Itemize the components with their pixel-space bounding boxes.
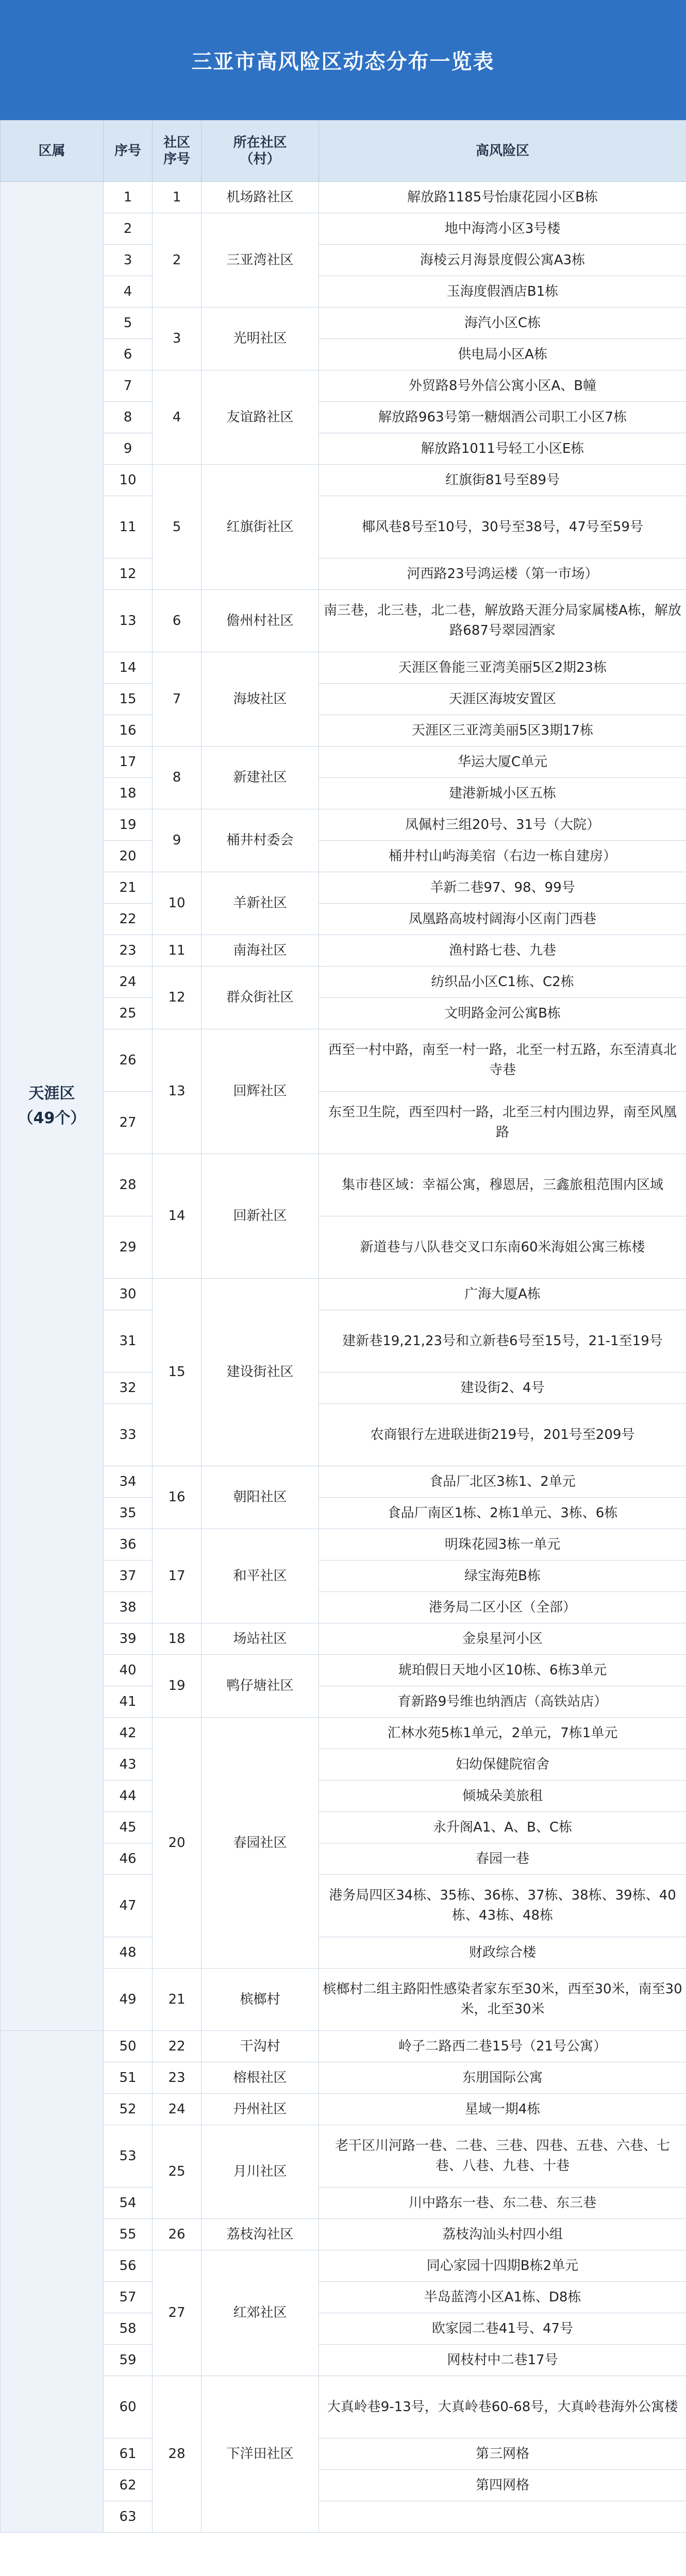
seq-cell: 59 bbox=[104, 2345, 153, 2376]
risk-area-cell: 地中海湾小区3号楼 bbox=[319, 213, 686, 245]
community-name-cell: 干沟村 bbox=[202, 2031, 319, 2062]
community-name-cell: 榕根社区 bbox=[202, 2062, 319, 2094]
risk-area-cell: 解放路1185号怡康花园小区B栋 bbox=[319, 182, 686, 213]
seq-cell: 27 bbox=[104, 1092, 153, 1154]
seq-cell: 39 bbox=[104, 1623, 153, 1655]
table-row bbox=[1, 182, 686, 213]
risk-area-cell: 凤凰路高坡村阔海小区南门西巷 bbox=[319, 904, 686, 935]
seq-cell: 36 bbox=[104, 1529, 153, 1561]
risk-area-cell: 欧家园二巷41号、47号 bbox=[319, 2313, 686, 2345]
seq-cell: 3 bbox=[104, 245, 153, 276]
table-row bbox=[1, 1718, 686, 1749]
community-name-cell: 新建社区 bbox=[202, 747, 319, 809]
risk-area-cell: 广海大厦A栋 bbox=[319, 1279, 686, 1310]
community-name-cell: 光明社区 bbox=[202, 308, 319, 370]
risk-area-cell: 解放路963号第一糖烟酒公司职工小区7栋 bbox=[319, 402, 686, 433]
community-seq-cell: 18 bbox=[153, 1623, 202, 1655]
community-name-cell: 群众街社区 bbox=[202, 967, 319, 1029]
risk-area-cell: 倾城朵美旅租 bbox=[319, 1781, 686, 1812]
community-name-cell: 回辉社区 bbox=[202, 1029, 319, 1154]
community-name-cell: 月川社区 bbox=[202, 2125, 319, 2219]
community-seq-cell: 16 bbox=[153, 1466, 202, 1529]
seq-cell: 28 bbox=[104, 1154, 153, 1216]
table-row bbox=[1, 2376, 686, 2438]
risk-area-cell: 港务局二区小区（全部） bbox=[319, 1592, 686, 1623]
seq-cell: 32 bbox=[104, 1372, 153, 1404]
table-row bbox=[1, 2188, 686, 2219]
seq-cell: 11 bbox=[104, 496, 153, 558]
risk-area-cell: 东朋国际公寓 bbox=[319, 2062, 686, 2094]
community-seq-cell: 10 bbox=[153, 872, 202, 935]
table-row bbox=[1, 1875, 686, 1937]
risk-area-cell: 港务局四区34栋、35栋、36栋、37栋、38栋、39栋、40栋、43栋、48栋 bbox=[319, 1875, 686, 1937]
risk-area-cell: 育新路9号维也纳酒店（高铁站店） bbox=[319, 1686, 686, 1718]
community-name-cell: 鸭仔塘社区 bbox=[202, 1655, 319, 1718]
community-name-cell: 建设街社区 bbox=[202, 1279, 319, 1466]
district-name: 天涯区 bbox=[28, 1084, 75, 1103]
header-area: 高风险区 bbox=[319, 121, 686, 182]
community-seq-cell: 9 bbox=[153, 809, 202, 872]
community-seq-cell: 6 bbox=[153, 590, 202, 652]
risk-area-cell: 荔枝沟汕头村四小组 bbox=[319, 2219, 686, 2250]
table-row bbox=[1, 308, 686, 339]
table-row bbox=[1, 2470, 686, 2501]
seq-cell: 60 bbox=[104, 2376, 153, 2438]
seq-cell: 2 bbox=[104, 213, 153, 245]
seq-cell: 16 bbox=[104, 715, 153, 747]
seq-cell: 26 bbox=[104, 1029, 153, 1092]
table-row bbox=[1, 213, 686, 245]
header-comm-seq: 社区 序号 bbox=[153, 121, 202, 182]
seq-cell: 29 bbox=[104, 1216, 153, 1279]
community-name-cell: 红旗街社区 bbox=[202, 465, 319, 590]
seq-cell: 44 bbox=[104, 1781, 153, 1812]
seq-cell: 25 bbox=[104, 998, 153, 1029]
seq-cell: 8 bbox=[104, 402, 153, 433]
page-title: 三亚市高风险区动态分布一览表 bbox=[191, 50, 495, 74]
table-row bbox=[1, 2438, 686, 2470]
community-seq-cell: 23 bbox=[153, 2062, 202, 2094]
community-seq-cell: 26 bbox=[153, 2219, 202, 2250]
table-row bbox=[1, 1686, 686, 1718]
seq-cell: 19 bbox=[104, 809, 153, 841]
seq-cell: 42 bbox=[104, 1718, 153, 1749]
seq-cell: 37 bbox=[104, 1561, 153, 1592]
seq-cell: 10 bbox=[104, 465, 153, 496]
table-row bbox=[1, 558, 686, 590]
seq-cell: 20 bbox=[104, 841, 153, 872]
table-row bbox=[1, 1466, 686, 1498]
table-row bbox=[1, 2501, 686, 2533]
seq-cell: 58 bbox=[104, 2313, 153, 2345]
table-row bbox=[1, 2031, 686, 2062]
risk-area-cell: 新道巷与八队巷交叉口东南60米海姐公寓三栋楼 bbox=[319, 1216, 686, 1279]
header-district: 区属 bbox=[1, 121, 104, 182]
risk-area-cell: 建新巷19,21,23号和立新巷6号至15号，21-1至19号 bbox=[319, 1310, 686, 1372]
risk-area-cell: 农商银行左进联进街219号，201号至209号 bbox=[319, 1404, 686, 1466]
seq-cell: 52 bbox=[104, 2094, 153, 2125]
risk-area-cell: 财政综合楼 bbox=[319, 1937, 686, 1969]
seq-cell: 45 bbox=[104, 1812, 153, 1843]
table-row bbox=[1, 1623, 686, 1655]
seq-cell: 51 bbox=[104, 2062, 153, 2094]
community-name-cell: 下洋田社区 bbox=[202, 2376, 319, 2533]
seq-cell: 14 bbox=[104, 652, 153, 684]
risk-area-cell: 建设街2、4号 bbox=[319, 1372, 686, 1404]
risk-area-cell: 渔村路七巷、九巷 bbox=[319, 935, 686, 967]
community-seq-cell: 12 bbox=[153, 967, 202, 1029]
community-name-cell: 丹州社区 bbox=[202, 2094, 319, 2125]
table-row bbox=[1, 1029, 686, 1092]
district-count: （49个） bbox=[18, 1109, 86, 1127]
table-row bbox=[1, 1843, 686, 1875]
risk-area-cell: 海棱云月海景度假公寓A3栋 bbox=[319, 245, 686, 276]
community-seq-cell: 27 bbox=[153, 2250, 202, 2376]
seq-cell: 15 bbox=[104, 684, 153, 715]
risk-area-cell: 明珠花园3栋一单元 bbox=[319, 1529, 686, 1561]
seq-cell: 35 bbox=[104, 1498, 153, 1529]
community-name-cell: 三亚湾社区 bbox=[202, 213, 319, 308]
table-row bbox=[1, 1561, 686, 1592]
risk-area-cell: 河西路23号鸿运楼（第一市场） bbox=[319, 558, 686, 590]
risk-area-cell: 川中路东一巷、东二巷、东三巷 bbox=[319, 2188, 686, 2219]
seq-cell: 13 bbox=[104, 590, 153, 652]
risk-area-cell: 海汽小区C栋 bbox=[319, 308, 686, 339]
community-seq-cell: 17 bbox=[153, 1529, 202, 1623]
table-row bbox=[1, 967, 686, 998]
district-cell bbox=[1, 2031, 104, 2533]
seq-cell: 63 bbox=[104, 2501, 153, 2533]
community-name-cell: 友谊路社区 bbox=[202, 370, 319, 465]
risk-area-cell: 同心家园十四期B栋2单元 bbox=[319, 2250, 686, 2282]
risk-area-cell: 汇林水苑5栋1单元，2单元，7栋1单元 bbox=[319, 1718, 686, 1749]
risk-area-cell: 妇幼保健院宿舍 bbox=[319, 1749, 686, 1781]
table-row bbox=[1, 1812, 686, 1843]
risk-area-cell: 网枝村中二巷17号 bbox=[319, 2345, 686, 2376]
risk-area-cell: 华运大厦C单元 bbox=[319, 747, 686, 778]
risk-area-cell: 星域一期4栋 bbox=[319, 2094, 686, 2125]
seq-cell: 41 bbox=[104, 1686, 153, 1718]
risk-area-cell: 红旗街81号至89号 bbox=[319, 465, 686, 496]
table-row bbox=[1, 2219, 686, 2250]
community-seq-cell: 20 bbox=[153, 1718, 202, 1969]
table-row bbox=[1, 2094, 686, 2125]
risk-area-cell: 纺织品小区C1栋、C2栋 bbox=[319, 967, 686, 998]
table-row bbox=[1, 841, 686, 872]
risk-area-cell: 凤佩村三组20号、31号（大院） bbox=[319, 809, 686, 841]
risk-area-cell: 第三网格 bbox=[319, 2438, 686, 2470]
community-name-cell: 场站社区 bbox=[202, 1623, 319, 1655]
table-row bbox=[1, 1655, 686, 1686]
risk-area-cell: 椰风巷8号至10号，30号至38号，47号至59号 bbox=[319, 496, 686, 558]
seq-cell: 30 bbox=[104, 1279, 153, 1310]
community-seq-cell: 3 bbox=[153, 308, 202, 370]
community-name-cell: 朝阳社区 bbox=[202, 1466, 319, 1529]
community-seq-cell: 7 bbox=[153, 652, 202, 747]
seq-cell: 23 bbox=[104, 935, 153, 967]
table-row bbox=[1, 715, 686, 747]
seq-cell: 6 bbox=[104, 339, 153, 370]
table-row bbox=[1, 1154, 686, 1216]
community-name-cell: 南海社区 bbox=[202, 935, 319, 967]
risk-area-cell: 西至一村中路，南至一村一路，北至一村五路，东至清真北寺巷 bbox=[319, 1029, 686, 1092]
table-row bbox=[1, 652, 686, 684]
table-row bbox=[1, 433, 686, 465]
table-row bbox=[1, 1592, 686, 1623]
risk-area-cell: 金泉星河小区 bbox=[319, 1623, 686, 1655]
seq-cell: 18 bbox=[104, 778, 153, 809]
table-row bbox=[1, 2345, 686, 2376]
community-name-cell: 机场路社区 bbox=[202, 182, 319, 213]
community-seq-cell: 15 bbox=[153, 1279, 202, 1466]
table-row bbox=[1, 276, 686, 308]
community-seq-cell: 19 bbox=[153, 1655, 202, 1718]
table-row bbox=[1, 1404, 686, 1466]
table-row bbox=[1, 2250, 686, 2282]
community-name-cell: 海坡社区 bbox=[202, 652, 319, 747]
table-row bbox=[1, 402, 686, 433]
table-row bbox=[1, 809, 686, 841]
seq-cell: 7 bbox=[104, 370, 153, 402]
community-name-cell: 儋州村社区 bbox=[202, 590, 319, 652]
table-row bbox=[1, 998, 686, 1029]
risk-area-cell: 南三巷，北三巷，北二巷，解放路天涯分局家属楼A栋，解放路687号翠园酒家 bbox=[319, 590, 686, 652]
community-name-cell: 荔枝沟社区 bbox=[202, 2219, 319, 2250]
table-row bbox=[1, 1529, 686, 1561]
community-seq-cell: 11 bbox=[153, 935, 202, 967]
seq-cell: 57 bbox=[104, 2282, 153, 2313]
table-row bbox=[1, 245, 686, 276]
risk-area-cell: 食品厂北区3栋1、2单元 bbox=[319, 1466, 686, 1498]
seq-cell: 47 bbox=[104, 1875, 153, 1937]
risk-area-cell: 文明路金河公寓B栋 bbox=[319, 998, 686, 1029]
risk-area-cell: 天涯区鲁能三亚湾美丽5区2期23栋 bbox=[319, 652, 686, 684]
table-row bbox=[1, 935, 686, 967]
table-body bbox=[1, 182, 686, 2533]
page-header bbox=[0, 0, 686, 120]
seq-cell: 24 bbox=[104, 967, 153, 998]
table-row bbox=[1, 370, 686, 402]
table-row bbox=[1, 1216, 686, 1279]
table-row bbox=[1, 1498, 686, 1529]
table-row bbox=[1, 1372, 686, 1404]
risk-area-cell: 槟榔村二组主路阳性感染者家东至30米，西至30米，南至30米，北至30米 bbox=[319, 1969, 686, 2031]
table-row bbox=[1, 1749, 686, 1781]
community-seq-cell: 2 bbox=[153, 213, 202, 308]
community-name-cell: 春园社区 bbox=[202, 1718, 319, 1969]
table-row bbox=[1, 590, 686, 652]
table-row bbox=[1, 904, 686, 935]
table-row bbox=[1, 1279, 686, 1310]
seq-cell: 21 bbox=[104, 872, 153, 904]
risk-area-cell: 半岛蓝湾小区A1栋、D8栋 bbox=[319, 2282, 686, 2313]
seq-cell: 50 bbox=[104, 2031, 153, 2062]
community-name-cell: 槟榔村 bbox=[202, 1969, 319, 2031]
table-row bbox=[1, 496, 686, 558]
table-row bbox=[1, 1937, 686, 1969]
seq-cell: 55 bbox=[104, 2219, 153, 2250]
table-header-row bbox=[1, 121, 686, 182]
seq-cell: 9 bbox=[104, 433, 153, 465]
table-row bbox=[1, 2062, 686, 2094]
table-row bbox=[1, 747, 686, 778]
seq-cell: 4 bbox=[104, 276, 153, 308]
seq-cell: 1 bbox=[104, 182, 153, 213]
risk-area-cell: 食品厂南区1栋、2栋1单元、3栋、6栋 bbox=[319, 1498, 686, 1529]
risk-area-cell: 天涯区海坡安置区 bbox=[319, 684, 686, 715]
seq-cell: 62 bbox=[104, 2470, 153, 2501]
risk-area-cell: 第四网格 bbox=[319, 2470, 686, 2501]
seq-cell: 5 bbox=[104, 308, 153, 339]
community-seq-cell: 4 bbox=[153, 370, 202, 465]
seq-cell: 17 bbox=[104, 747, 153, 778]
header-seq: 序号 bbox=[104, 121, 153, 182]
header-community: 所在社区 （村） bbox=[202, 121, 319, 182]
risk-area-table bbox=[0, 120, 686, 2533]
community-seq-cell: 24 bbox=[153, 2094, 202, 2125]
seq-cell: 43 bbox=[104, 1749, 153, 1781]
seq-cell: 61 bbox=[104, 2438, 153, 2470]
risk-area-cell: 羊新二巷97、98、99号 bbox=[319, 872, 686, 904]
table-row bbox=[1, 1781, 686, 1812]
community-seq-cell: 8 bbox=[153, 747, 202, 809]
risk-area-cell: 岭子二路西二巷15号（21号公寓） bbox=[319, 2031, 686, 2062]
risk-area-cell: 集市巷区域：幸福公寓，穆恩居，三鑫旅租范围内区域 bbox=[319, 1154, 686, 1216]
table-row bbox=[1, 1092, 686, 1154]
community-name-cell: 红郊社区 bbox=[202, 2250, 319, 2376]
risk-area-cell: 天涯区三亚湾美丽5区3期17栋 bbox=[319, 715, 686, 747]
community-name-cell: 回新社区 bbox=[202, 1154, 319, 1279]
seq-cell: 33 bbox=[104, 1404, 153, 1466]
table-row bbox=[1, 339, 686, 370]
community-seq-cell: 5 bbox=[153, 465, 202, 590]
seq-cell: 49 bbox=[104, 1969, 153, 2031]
risk-area-cell: 东至卫生院，西至四村一路，北至三村内围边界，南至风凰路 bbox=[319, 1092, 686, 1154]
risk-area-cell: 玉海度假酒店B1栋 bbox=[319, 276, 686, 308]
table-row bbox=[1, 2313, 686, 2345]
table-row bbox=[1, 778, 686, 809]
risk-area-cell bbox=[319, 2501, 686, 2533]
community-seq-cell: 14 bbox=[153, 1154, 202, 1279]
community-name-cell: 羊新社区 bbox=[202, 872, 319, 935]
table-row bbox=[1, 465, 686, 496]
table-row bbox=[1, 872, 686, 904]
risk-area-cell: 解放路1011号轻工小区E栋 bbox=[319, 433, 686, 465]
table-row bbox=[1, 684, 686, 715]
seq-cell: 34 bbox=[104, 1466, 153, 1498]
community-seq-cell: 25 bbox=[153, 2125, 202, 2219]
seq-cell: 46 bbox=[104, 1843, 153, 1875]
risk-area-cell: 外贸路8号外信公寓小区A、B幢 bbox=[319, 370, 686, 402]
community-seq-cell: 28 bbox=[153, 2376, 202, 2533]
seq-cell: 53 bbox=[104, 2125, 153, 2188]
seq-cell: 56 bbox=[104, 2250, 153, 2282]
seq-cell: 12 bbox=[104, 558, 153, 590]
risk-area-cell: 供电局小区A栋 bbox=[319, 339, 686, 370]
community-name-cell: 和平社区 bbox=[202, 1529, 319, 1623]
table-row bbox=[1, 2282, 686, 2313]
risk-area-cell: 建港新城小区五栋 bbox=[319, 778, 686, 809]
risk-area-cell: 桶井村山屿海美宿（右边一栋自建房） bbox=[319, 841, 686, 872]
risk-area-cell: 大真岭巷9-13号，大真岭巷60-68号，大真岭巷海外公寓楼 bbox=[319, 2376, 686, 2438]
community-seq-cell: 13 bbox=[153, 1029, 202, 1154]
risk-area-cell: 春园一巷 bbox=[319, 1843, 686, 1875]
risk-area-cell: 琥珀假日天地小区10栋、6栋3单元 bbox=[319, 1655, 686, 1686]
community-seq-cell: 21 bbox=[153, 1969, 202, 2031]
seq-cell: 40 bbox=[104, 1655, 153, 1686]
risk-area-cell: 绿宝海苑B栋 bbox=[319, 1561, 686, 1592]
risk-area-cell: 老干区川河路一巷、二巷、三巷、四巷、五巷、六巷、七巷、八巷、九巷、十巷 bbox=[319, 2125, 686, 2188]
table-row bbox=[1, 2125, 686, 2188]
seq-cell: 22 bbox=[104, 904, 153, 935]
seq-cell: 54 bbox=[104, 2188, 153, 2219]
community-seq-cell: 22 bbox=[153, 2031, 202, 2062]
table-row bbox=[1, 1969, 686, 2031]
seq-cell: 48 bbox=[104, 1937, 153, 1969]
community-name-cell: 桶井村委会 bbox=[202, 809, 319, 872]
district-cell bbox=[1, 182, 104, 2031]
seq-cell: 31 bbox=[104, 1310, 153, 1372]
community-seq-cell: 1 bbox=[153, 182, 202, 213]
risk-area-cell: 永升阁A1、A、B、C栋 bbox=[319, 1812, 686, 1843]
table-row bbox=[1, 1310, 686, 1372]
seq-cell: 38 bbox=[104, 1592, 153, 1623]
